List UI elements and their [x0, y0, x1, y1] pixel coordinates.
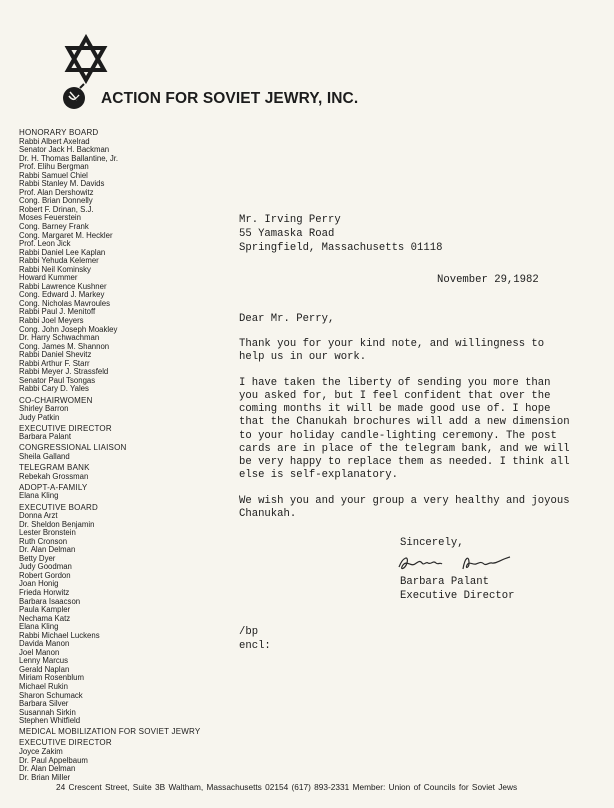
- sidebar-member-name: Dr. Sheldon Benjamin: [19, 519, 95, 529]
- sidebar-member-name: Robert F. Drinan, S.J.: [19, 204, 94, 214]
- sidebar-section: [19, 504, 199, 726]
- sidebar-member-name: Michael Rukin: [19, 682, 68, 692]
- sidebar-member-name: Howard Kummer: [19, 273, 78, 283]
- sidebar-heading: EXECUTIVE BOARD: [19, 502, 99, 512]
- sidebar-member-name: Barbara Palant: [19, 432, 72, 442]
- sidebar-member-name: Cong. James M. Shannon: [19, 341, 110, 351]
- sidebar-member-name: Donna Arzt: [19, 511, 58, 521]
- sidebar-member-name: Dr. Brian Miller: [19, 772, 71, 782]
- sidebar-member-name: Dr. Harry Schwachman: [19, 333, 100, 343]
- sidebar-member-name: Paula Kampler: [19, 605, 71, 615]
- paragraph: Thank you for your kind note, and willingness to help us in our work.: [239, 338, 545, 364]
- sidebar-heading: EXECUTIVE DIRECTOR: [19, 738, 112, 748]
- sidebar-member-name: Cong. John Joseph Moakley: [19, 324, 118, 334]
- paragraph: I have taken the liberty of sending you more than you asked for, but I feel confident that over the coming months it will be made good use of. I hope that the Chanukah brochures will add a new dimension to your holiday candle-lighting ceremony. The post cards are in place of the telegram bank, and we will be very happy to replace them as needed. I think all else is self-explanatory.: [239, 377, 570, 481]
- sidebar-section: [19, 129, 199, 394]
- sidebar-member-name: Gerald Naplan: [19, 664, 70, 674]
- sidebar-member-name: Elana Kling: [19, 622, 59, 632]
- sidebar-member-name: Betty Dyer: [19, 553, 56, 563]
- handwritten-signature: [393, 547, 533, 575]
- sidebar-member-name: Judy Goodman: [19, 562, 72, 572]
- sidebar-member-name: Dr. H. Thomas Ballantine, Jr.: [19, 153, 119, 163]
- sidebar-heading: EXECUTIVE DIRECTOR: [19, 423, 112, 433]
- sidebar-member-name: Rabbi Samuel Chiel: [19, 170, 88, 180]
- sidebar-member-name: Rabbi Paul J. Menitoff: [19, 307, 96, 317]
- sidebar-member-name: Rebekah Grossman: [19, 471, 89, 481]
- sidebar-member-name: Rabbi Daniel Shevitz: [19, 350, 92, 360]
- letterhead-footer: 24 Crescent Street, Suite 3B Waltham, Massachusetts 02154 (617) 893-2331 Member: Union of Councils for Soviet Jews: [56, 782, 518, 792]
- sidebar-member-name: Prof. Alan Dershowitz: [19, 187, 94, 197]
- sidebar-member-name: Judy Patkin: [19, 412, 60, 422]
- sidebar-member-name: Dr. Paul Appelbaum: [19, 755, 88, 765]
- sidebar-member-name: Nechama Katz: [19, 613, 71, 623]
- sidebar-member-name: Barbara Silver: [19, 699, 69, 709]
- sidebar-member-name: Rabbi Albert Axelrad: [19, 136, 90, 146]
- sidebar-member-name: Moses Feuerstein: [19, 213, 81, 223]
- sidebar-section: [19, 444, 199, 461]
- sidebar-heading: ADOPT-A-FAMILY: [19, 482, 88, 492]
- recipient-address: [239, 213, 442, 255]
- recipient-name: Mr. Irving Perry: [239, 214, 341, 226]
- sidebar-member-name: Rabbi Stanley M. Davids: [19, 179, 105, 189]
- letter-date: November 29,1982: [437, 274, 539, 286]
- sidebar-member-name: Elana Kling: [19, 491, 59, 501]
- recipient-street: 55 Yamaska Road: [239, 228, 335, 240]
- sidebar-member-name: Barbara Isaacson: [19, 596, 81, 606]
- sidebar-section: [19, 484, 199, 501]
- sidebar-member-name: Davida Manon: [19, 639, 70, 649]
- sidebar-member-name: Rabbi Michael Luckens: [19, 630, 100, 640]
- signer-block: [400, 576, 514, 603]
- enclosure-note: encl:: [239, 640, 271, 652]
- sidebar-member-name: Joyce Zakim: [19, 747, 63, 757]
- sidebar-heading: CONGRESSIONAL LIAISON: [19, 443, 127, 453]
- salutation: Dear Mr. Perry,: [239, 313, 335, 325]
- sidebar-member-name: Lester Bronstein: [19, 528, 76, 538]
- organization-title: ACTION FOR SOVIET JEWRY, INC.: [101, 90, 359, 107]
- sidebar-section: [19, 728, 199, 737]
- sidebar-member-name: Cong. Edward J. Markey: [19, 290, 105, 300]
- sidebar-section: [19, 739, 199, 782]
- sidebar-member-name: Rabbi Joel Meyers: [19, 316, 84, 326]
- sidebar-member-name: Rabbi Arthur F. Starr: [19, 358, 90, 368]
- sidebar-member-name: Shirley Barron: [19, 404, 69, 414]
- board-member-sidebar: [19, 129, 199, 782]
- sidebar-member-name: Rabbi Lawrence Kushner: [19, 281, 107, 291]
- sidebar-member-name: Cong. Barney Frank: [19, 222, 89, 232]
- sidebar-member-name: Rabbi Neil Kominsky: [19, 264, 91, 274]
- sidebar-member-name: Rabbi Meyer J. Strassfeld: [19, 367, 109, 377]
- sidebar-member-name: Miriam Rosenblum: [19, 673, 84, 683]
- signer-name: Barbara Palant: [400, 576, 490, 588]
- sidebar-heading: CO-CHAIRWOMEN: [19, 395, 93, 405]
- sidebar-member-name: Robert Gordon: [19, 570, 71, 580]
- sidebar-section: [19, 425, 199, 442]
- sidebar-section: [19, 397, 199, 423]
- sidebar-member-name: Cong. Brian Donnelly: [19, 196, 93, 206]
- sidebar-member-name: Senator Paul Tsongas: [19, 375, 96, 385]
- sidebar-member-name: Sharon Schumack: [19, 690, 83, 700]
- letter-body: [239, 338, 579, 534]
- sidebar-member-name: Cong. Nicholas Mavroules: [19, 298, 111, 308]
- sidebar-member-name: Senator Jack H. Backman: [19, 145, 110, 155]
- sidebar-member-name: Rabbi Daniel Lee Kaplan: [19, 247, 106, 257]
- sidebar-section: [19, 464, 199, 481]
- sidebar-heading: HONORARY BOARD: [19, 128, 99, 137]
- sidebar-member-name: Cong. Margaret M. Heckler: [19, 230, 113, 240]
- sidebar-member-name: Prof. Leon Jick: [19, 239, 71, 249]
- recipient-city: Springfield, Massachusetts 01118: [239, 242, 443, 254]
- sidebar-heading: MEDICAL MOBILIZATION FOR SOVIET JEWRY: [19, 727, 201, 737]
- sidebar-member-name: Frieda Horwitz: [19, 588, 70, 597]
- sidebar-heading: TELEGRAM BANK: [19, 463, 90, 473]
- sidebar-member-name: Dr. Alan Delman: [19, 545, 76, 555]
- sidebar-member-name: Ruth Cronson: [19, 536, 68, 546]
- reference-block: [239, 625, 271, 653]
- signer-title: Executive Director: [400, 589, 515, 602]
- closing: Sincerely,: [400, 537, 464, 549]
- sidebar-member-name: Dr. Alan Delman: [19, 764, 76, 774]
- paragraph: We wish you and your group a very healthy and joyous Chanukah.: [239, 494, 570, 521]
- sidebar-member-name: Joel Manon: [19, 647, 60, 657]
- sidebar-member-name: Rabbi Cary D. Yales: [19, 384, 89, 394]
- sidebar-member-name: Stephen Whitfield: [19, 716, 81, 726]
- sidebar-member-name: Prof. Elihu Bergman: [19, 162, 89, 172]
- typist-initials: /bp: [239, 626, 259, 638]
- sidebar-member-name: Sheila Galland: [19, 452, 70, 462]
- sidebar-member-name: Lenny Marcus: [19, 656, 68, 666]
- sidebar-member-name: Rabbi Yehuda Kelemer: [19, 256, 99, 266]
- sidebar-member-name: Joan Honig: [19, 579, 59, 589]
- sidebar-member-name: Susannah Sirkin: [19, 707, 76, 717]
